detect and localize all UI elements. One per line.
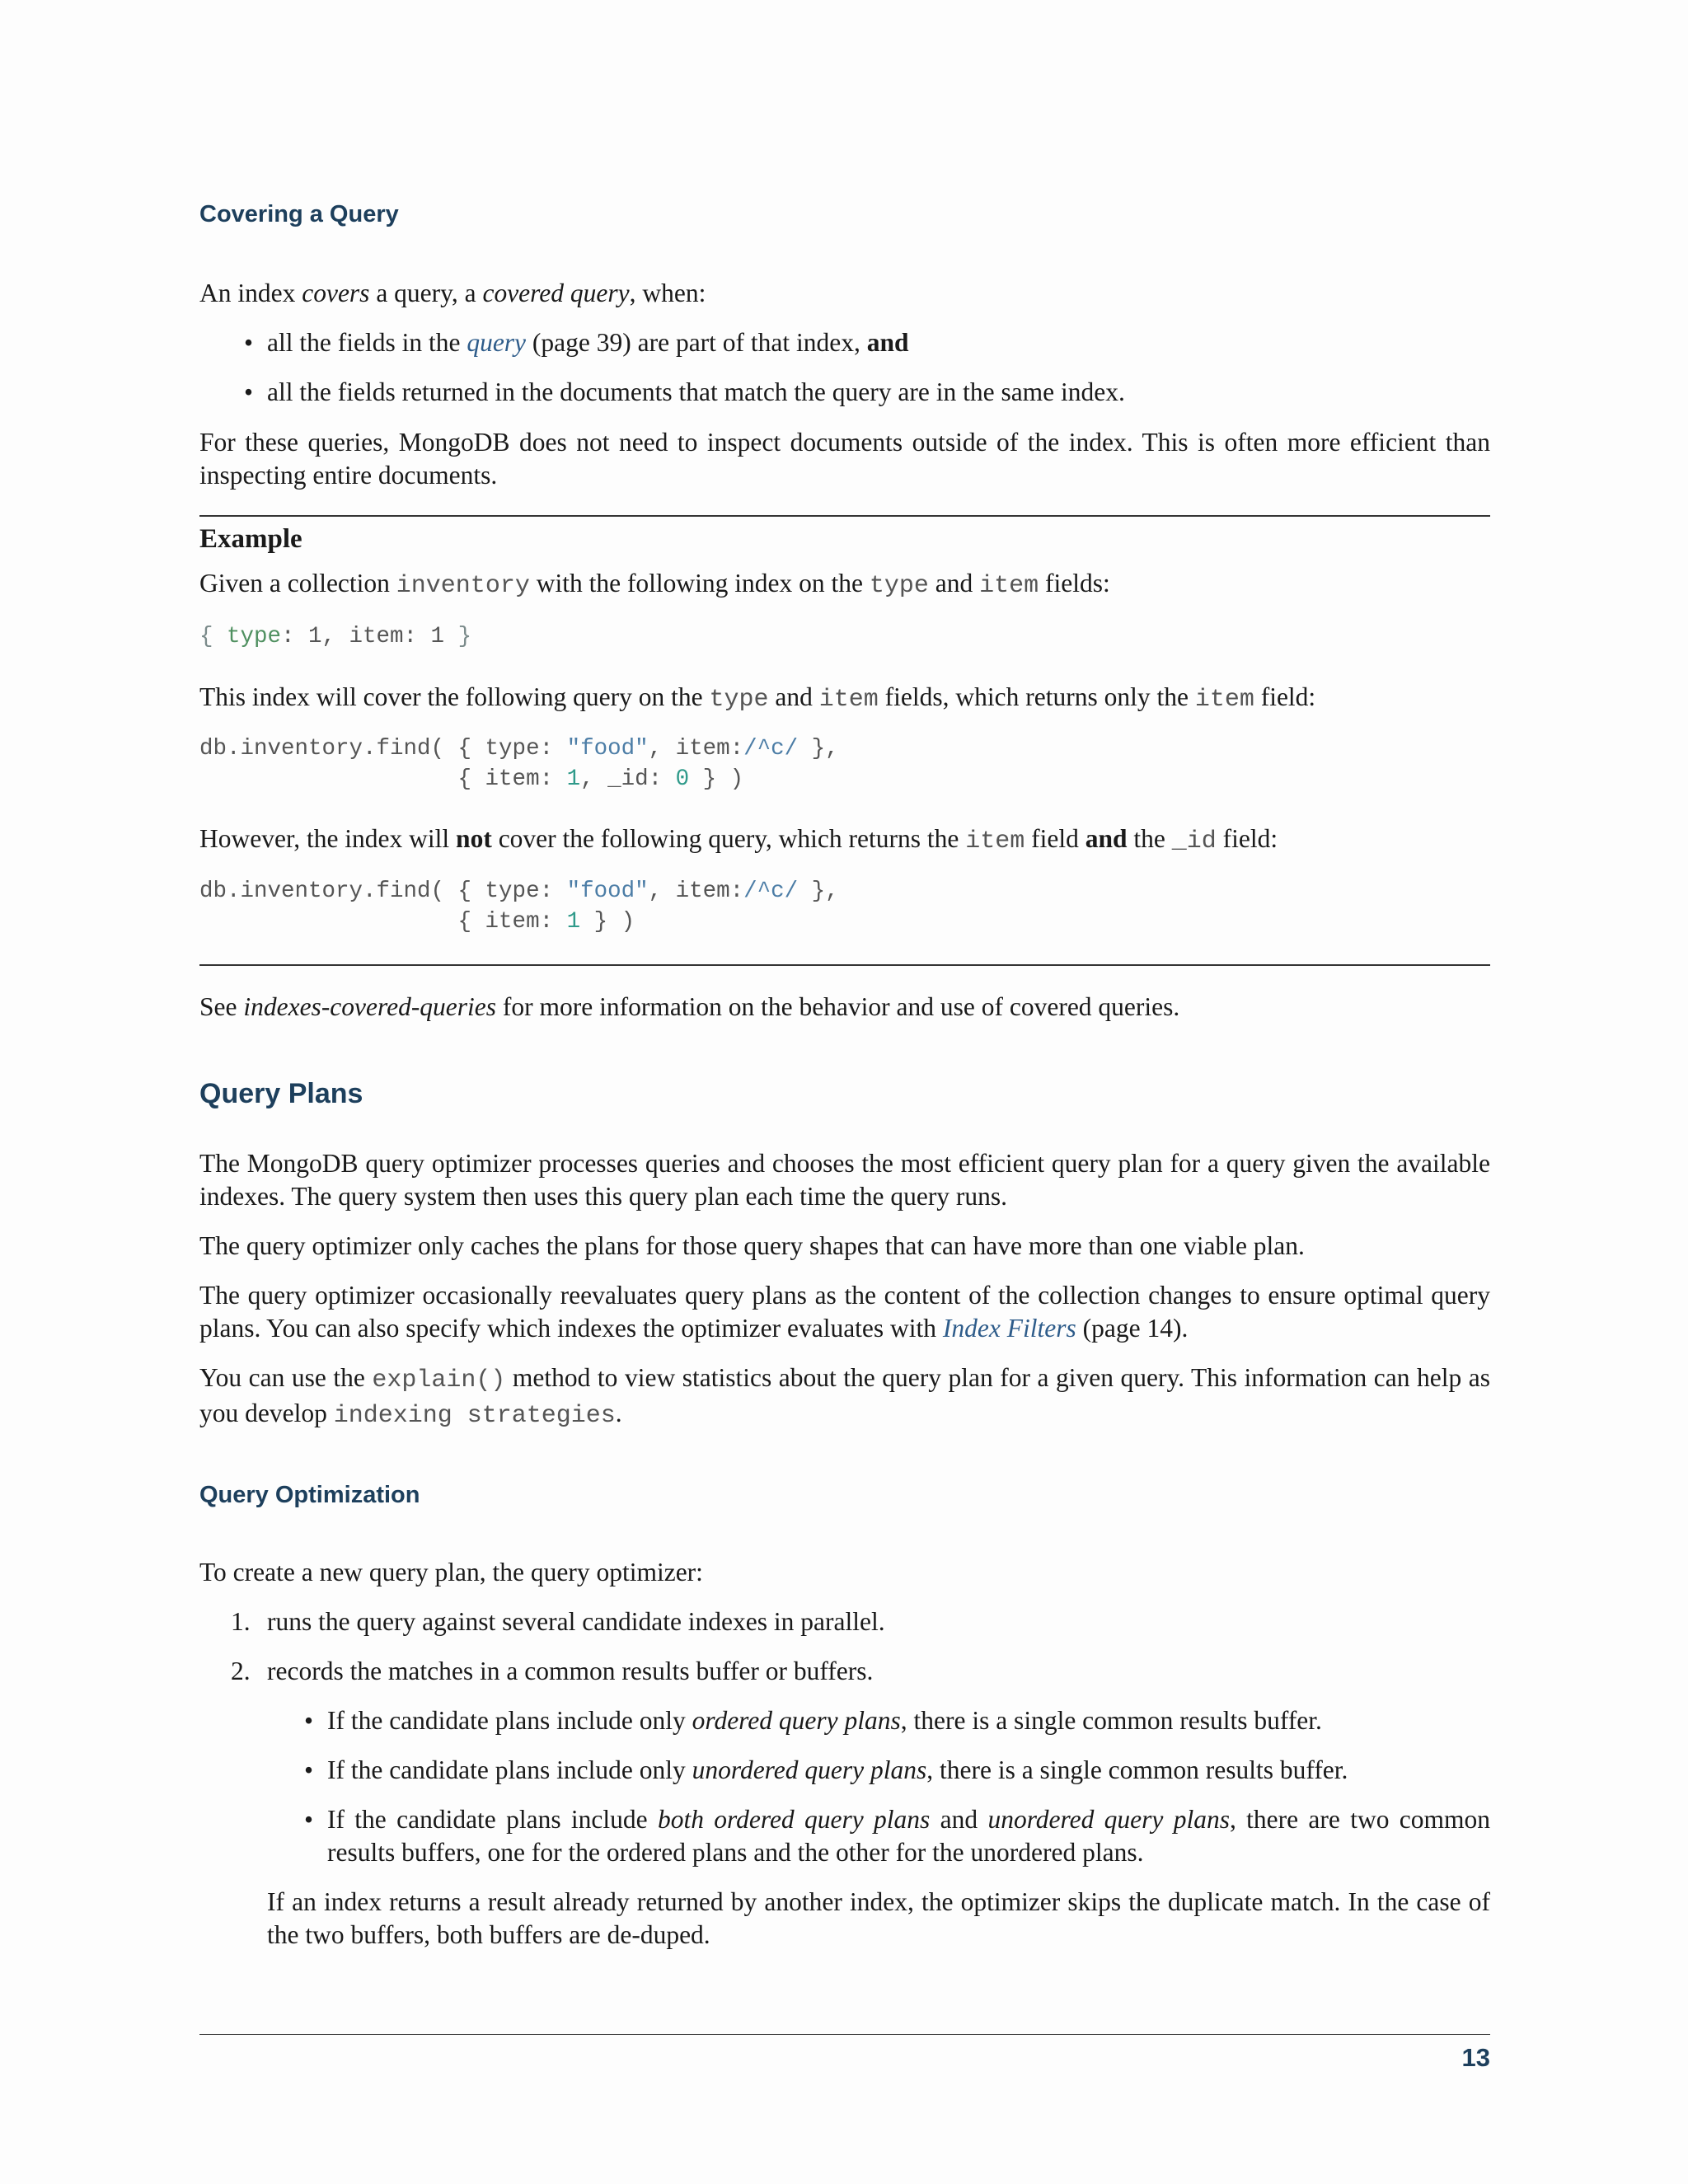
list-item: • If the candidate plans include only ordered query plans, there is a single common results buffer. (304, 1706, 1322, 1735)
plans-paragraph-1: The MongoDB query optimizer processes queries and chooses the most efficient query plan for a query given the available indexes. The query system then uses this query plan each time the query runs. (199, 1149, 1490, 1211)
list-item: 1. runs the query against several candidate indexes in parallel. (231, 1607, 885, 1636)
uncovered-query-code-block: db.inventory.find( { type: "food", item:/^c/ }, { item: 1 } ) (199, 879, 839, 935)
index-filters-link[interactable]: Index Filters (942, 1314, 1076, 1343)
plans-paragraph-3: The query optimizer occasionally reevaluates query plans as the content of the collection changes to ensure optimal query plans. You can also specify which indexes the optimizer evaluates with Index Filters (page 14). (199, 1281, 1490, 1343)
list-item: • If the candidate plans include both ordered query plans and unordered query plans, there are two common results buffers, one for the ordered plans and the other for the unordered plans. (304, 1805, 1491, 1867)
example-top-rule (199, 515, 1490, 517)
example-notcover-text: However, the index will not cover the following query, which returns the item field and the _id field: (199, 824, 1278, 855)
covering-paragraph: For these queries, MongoDB does not need to inspect documents outside of the index. This is often more efficient than inspecting entire documents. (199, 428, 1490, 490)
page-number: 13 (1461, 2043, 1490, 2072)
list-item: • all the fields in the query (page 39) are part of that index, and (244, 328, 909, 357)
covering-intro: An index covers a query, a covered query, when: (199, 279, 706, 307)
list-item: 2. records the matches in a common results buffer or buffers. (231, 1657, 874, 1685)
plans-paragraph-2: The query optimizer only caches the plans for those query shapes that can have more than one viable plan. (199, 1231, 1305, 1260)
list-item: • If the candidate plans include only unordered query plans, there is a single common results buffer. (304, 1755, 1348, 1784)
example-title: Example (199, 524, 302, 554)
example-bottom-rule (199, 964, 1490, 966)
covered-query-code-block: db.inventory.find( { type: "food", item:/^c/ }, { item: 1, _id: 0 } ) (199, 736, 839, 792)
heading-query-plans: Query Plans (199, 1078, 363, 1109)
index-code-block: { type: 1, item: 1 } (199, 624, 472, 649)
list-item: • all the fields returned in the documents that match the query are in the same index. (244, 377, 1125, 406)
dedupe-paragraph: If an index returns a result already returned by another index, the optimizer skips the duplicate match. In the case of the two buffers, both buffers are de-duped. (267, 1887, 1490, 1949)
example-cover-text: This index will cover the following query on the type and item fields, which returns only the item field: (199, 682, 1316, 714)
see-also-text: See indexes-covered-queries for more information on the behavior and use of covered queries. (199, 992, 1180, 1021)
heading-covering-a-query: Covering a Query (199, 201, 399, 227)
plans-paragraph-4: You can use the explain() method to view statistics about the query plan for a given query. This information can help as you develop indexing strategies. (199, 1363, 1490, 1430)
footer-rule (199, 2034, 1490, 2035)
query-link[interactable]: query (467, 328, 527, 357)
heading-query-optimization: Query Optimization (199, 1482, 420, 1508)
example-given: Given a collection inventory with the following index on the type and item fields: (199, 569, 1110, 600)
optimization-intro: To create a new query plan, the query optimizer: (199, 1558, 703, 1586)
